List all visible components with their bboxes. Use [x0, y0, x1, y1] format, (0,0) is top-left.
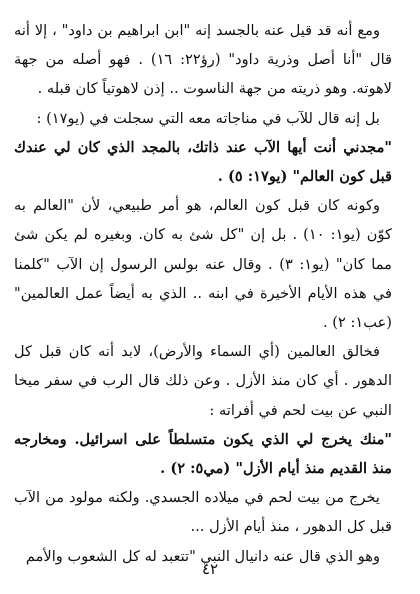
page-number: ٤٢ — [201, 560, 219, 578]
paragraph: بل إنه قال للآب في مناجاته معه التي سجلت في (يو١٧) : — [36, 109, 380, 127]
paragraph: وكونه كان قبل كون العالم، هو أمر طبيعي، لأن "العالم به كوّن (يو١: ١٠) . بل إن "كل شئ به كان. وبغيره لم يكن شئ مما كان" (يو١: ٣) . وقال عنه بولس الرسول إن الآب "كلمنا في هذه الأيام الأخيرة في ابنه .. الذي به أيضاً عمل العالمين" (عب١: ٢) . — [14, 197, 392, 332]
paragraph: فخالق العالمين (أي السماء والأرض)، لابد أنه كان قبل كل الدهور . أي كان منذ الأزل . وعن ذلك قال الرب في سفر ميخا النبي عن بيت لحم في أفراته : — [14, 343, 392, 419]
bold-quote-paragraph: "مجدني أنت أيها الآب عند ذاتك، بالمجد الذي كان لي عندك قبل كون العالم" (يو١٧: ٥) . — [14, 138, 392, 186]
bold-quote-paragraph: "منك يخرج لي الذي يكون متسلطاً على اسرائيل. ومخارجه منذ القديم منذ أيام الأزل" (مي٥: ٢) . — [14, 430, 392, 478]
paragraph: يخرج من بيت لحم في ميلاده الجسدي. ولكنه مولود من الآب قبل كل الدهور ، منذ أيام الأزل ... — [14, 489, 392, 536]
paragraph: وهو الذي قال عنه دانيال النبي "تتعبد له كل الشعوب والأمم — [25, 547, 380, 565]
page-body — [14, 16, 392, 571]
paragraph: ومع أنه قد قيل عنه بالجسد إنه "ابن ابراهيم بن داود" ، إلا أنه قال "أنا أصل وذرية داود" (رؤ٢٢: ١٦) . فهو أصله من جهة لاهوته. وهو ذريته من جهة الناسوت .. إذن لاهوتياً كان قبله . — [14, 22, 392, 98]
